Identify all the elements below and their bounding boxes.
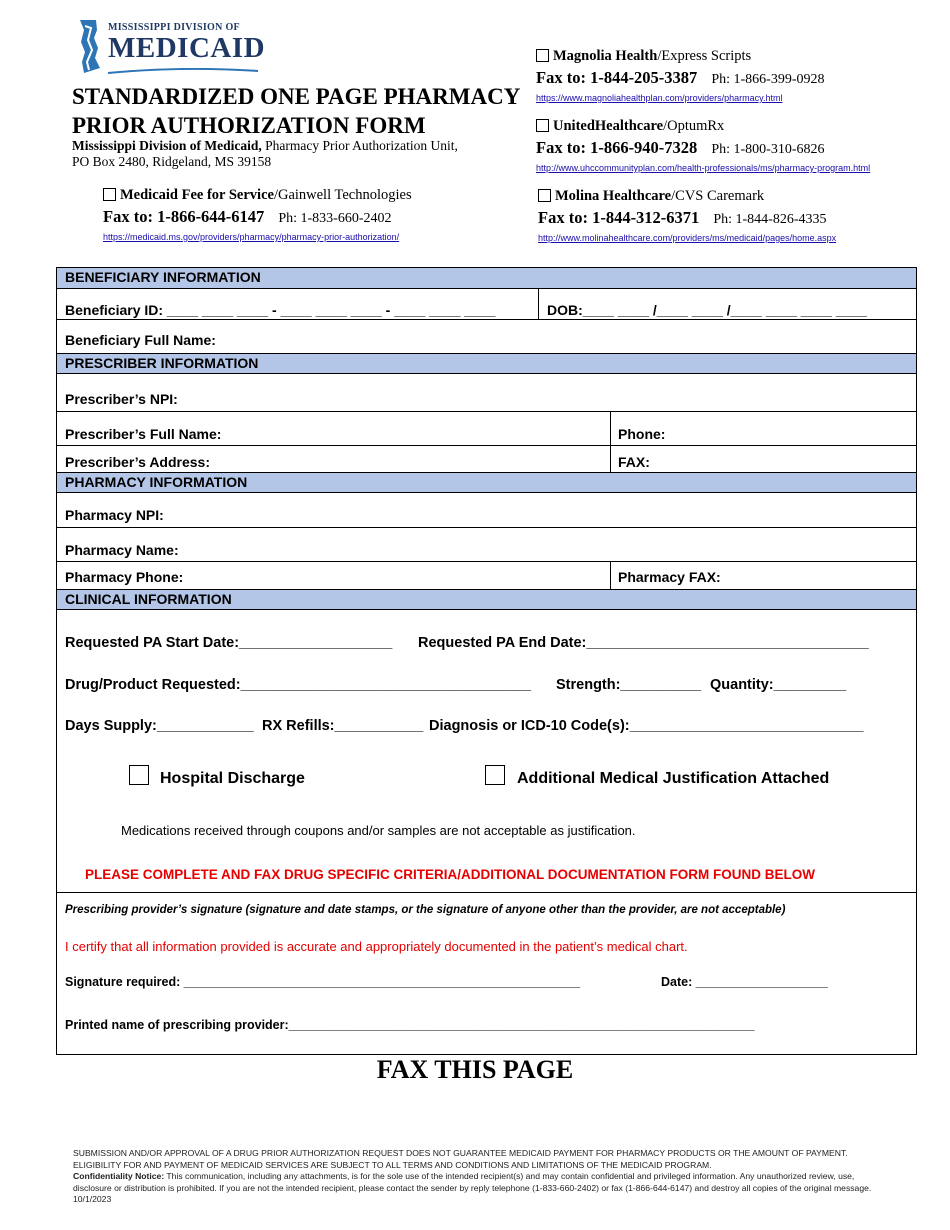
section-prescriber: PRESCRIBER INFORMATION — [57, 353, 916, 374]
additional-justification-checkbox[interactable] — [485, 765, 505, 785]
title-line2: PRIOR AUTHORIZATION FORM — [72, 113, 426, 138]
logo-line1: MISSISSIPPI DIVISION OF — [108, 22, 240, 33]
divider — [610, 411, 611, 472]
confidentiality-label: Confidentiality Notice: — [73, 1171, 165, 1181]
plan-molina-fax: Fax to: 1-844-312-6371 — [538, 208, 700, 227]
plan-ffs — [103, 187, 412, 245]
org-unit: Pharmacy Prior Authorization Unit, — [261, 138, 458, 153]
plan-ffs-name: Medicaid Fee for Service — [120, 187, 274, 203]
section-beneficiary: BENEFICIARY INFORMATION — [57, 268, 916, 289]
plan-magnolia — [536, 48, 824, 106]
section-clinical: CLINICAL INFORMATION — [57, 589, 916, 610]
pharmacy-fax-field[interactable]: Pharmacy FAX: — [618, 569, 721, 585]
divider — [57, 319, 916, 320]
printed-name-field[interactable]: Printed name of prescribing provider:___________________________________________________________________ — [65, 1018, 755, 1032]
plan-magnolia-link[interactable]: https://www.magnoliahealthplan.com/providers/pharmacy.html — [536, 93, 783, 103]
title-line1: STANDARDIZED ONE PAGE PHARMACY — [72, 84, 521, 109]
divider — [538, 289, 539, 319]
plan-ffs-phone: Ph: 1-833-660-2402 — [278, 211, 392, 226]
dob-field[interactable]: DOB:____ ____ /____ ____ /____ ____ ____ ____ — [547, 302, 867, 318]
plan-ffs-link[interactable]: https://medicaid.ms.gov/providers/pharmacy/pharmacy-prior-authorization/ — [103, 232, 400, 242]
diagnosis-field[interactable]: Diagnosis or ICD-10 Code(s):_____________________________ — [429, 718, 864, 734]
hospital-discharge-label: Hospital Discharge — [160, 770, 305, 787]
divider — [57, 411, 916, 412]
mississippi-state-icon — [76, 18, 102, 74]
plan-magnolia-fax: Fax to: 1-844-205-3387 — [536, 68, 698, 87]
strength-field[interactable]: Strength:__________ — [556, 677, 702, 693]
prior-auth-form — [56, 267, 917, 1055]
quantity-field[interactable]: Quantity:_________ — [710, 677, 847, 693]
prescriber-phone-field[interactable]: Phone: — [618, 426, 666, 442]
plan-molina-phone: Ph: 1-844-826-4335 — [713, 212, 827, 227]
hospital-discharge-checkbox[interactable] — [129, 765, 149, 785]
logo-line2: MEDICAID — [108, 32, 266, 64]
complete-fax-note: PLEASE COMPLETE AND FAX DRUG SPECIFIC CRITERIA/ADDITIONAL DOCUMENTATION FORM FOUND BELOW — [85, 867, 815, 882]
divider — [57, 527, 916, 528]
medicaid-logo — [76, 18, 266, 78]
confidentiality-text: This communication, including any attachments, is for the sole use of the intended recipient(s) and may contain confidential and privileged information. Any unauthorized review, use, disclosure or distribution is prohibited. If you are not the intended recipient, please contact the sender by reply telephone (1-833-660-2402) or fax (1-866-644-6147) and destroy all copies of the original message. 10/1/2023 — [73, 1171, 872, 1204]
prescriber-fax-field[interactable]: FAX: — [618, 454, 650, 470]
form-title — [72, 82, 532, 140]
divider — [610, 561, 611, 589]
beneficiary-id-field[interactable]: Beneficiary ID: ____ ____ ____ - ____ ____ ____ - ____ ____ ____ — [65, 302, 496, 318]
prescriber-name-field[interactable]: Prescriber’s Full Name: — [65, 426, 222, 442]
certify-statement: I certify that all information provided is accurate and appropriately documented in the patient’s medical chart. — [65, 939, 688, 954]
plan-united-phone: Ph: 1-800-310-6826 — [711, 142, 825, 157]
pa-start-date-field[interactable]: Requested PA Start Date:___________________ — [65, 635, 393, 651]
plan-united-vendor: /OptumRx — [663, 118, 725, 134]
plan-ffs-checkbox[interactable] — [103, 188, 116, 201]
footer — [73, 1148, 873, 1206]
logo-swoosh-icon — [108, 68, 258, 74]
pa-end-date-field[interactable]: Requested PA End Date:___________________________________ — [418, 635, 869, 651]
divider — [57, 445, 916, 446]
plan-molina-checkbox[interactable] — [538, 189, 551, 202]
drug-requested-field[interactable]: Drug/Product Requested:____________________________________ — [65, 677, 531, 693]
days-supply-field[interactable]: Days Supply:____________ — [65, 718, 254, 734]
pharmacy-npi-field[interactable]: Pharmacy NPI: — [65, 507, 164, 523]
fax-this-page-heading: FAX THIS PAGE — [376, 1055, 574, 1084]
plan-magnolia-name: Magnolia Health — [553, 48, 658, 64]
pharmacy-phone-field[interactable]: Pharmacy Phone: — [65, 569, 184, 585]
plan-ffs-vendor: /Gainwell Technologies — [273, 187, 412, 203]
pharmacy-name-field[interactable]: Pharmacy Name: — [65, 542, 179, 558]
signature-instruction: Prescribing provider’s signature (signature and date stamps, or the signature of anyone other than the provider, are not acceptable) — [65, 904, 786, 916]
plan-molina-link[interactable]: http://www.molinahealthcare.com/providers/ms/medicaid/pages/home.aspx — [538, 233, 837, 243]
section-pharmacy: PHARMACY INFORMATION — [57, 472, 916, 493]
divider — [57, 892, 916, 893]
plan-united — [536, 118, 870, 176]
plan-molina-vendor: /CVS Caremark — [671, 188, 765, 204]
org-address — [72, 138, 512, 170]
coupon-note: Medications received through coupons and/or samples are not acceptable as justification. — [121, 823, 636, 838]
beneficiary-name-field[interactable]: Beneficiary Full Name: — [65, 332, 216, 348]
org-name: Mississippi Division of Medicaid, — [72, 138, 262, 153]
rx-refills-field[interactable]: RX Refills:___________ — [262, 718, 424, 734]
plan-ffs-fax: Fax to: 1-866-644-6147 — [103, 207, 265, 226]
prescriber-address-field[interactable]: Prescriber’s Address: — [65, 454, 210, 470]
plan-magnolia-phone: Ph: 1-866-399-0928 — [711, 72, 825, 87]
plan-magnolia-vendor: /Express Scripts — [657, 48, 752, 64]
plan-magnolia-checkbox[interactable] — [536, 49, 549, 62]
plan-molina — [538, 188, 836, 246]
additional-justification-label: Additional Medical Justification Attached — [517, 770, 830, 787]
date-field[interactable]: Date: ___________________ — [661, 975, 828, 989]
prescriber-npi-field[interactable]: Prescriber’s NPI: — [65, 391, 178, 407]
plan-united-link[interactable]: http://www.uhccommunityplan.com/health-professionals/ms/pharmacy-program.html — [536, 163, 871, 173]
plan-united-fax: Fax to: 1-866-940-7328 — [536, 138, 698, 157]
plan-united-checkbox[interactable] — [536, 119, 549, 132]
signature-field[interactable]: Signature required: _________________________________________________________ — [65, 975, 581, 989]
plan-molina-name: Molina Healthcare — [555, 188, 672, 204]
org-address-line2: PO Box 2480, Ridgeland, MS 39158 — [72, 154, 272, 169]
plan-united-name: UnitedHealthcare — [553, 118, 664, 134]
footer-disclaimer: SUBMISSION AND/OR APPROVAL OF A DRUG PRIOR AUTHORIZATION REQUEST DOES NOT GUARANTEE MEDICAID PAYMENT FOR PHARMACY PRODUCTS OR THE AMOUNT OF PAYMENT. ELIGIBILITY FOR AND PAYMENT OF MEDICAID SERVICES ARE SUBJECT TO ALL TERMS AND CONDITIONS AND LIMITATIONS OF THE MEDICAID PROGRAM. — [73, 1148, 848, 1170]
divider — [57, 561, 916, 562]
